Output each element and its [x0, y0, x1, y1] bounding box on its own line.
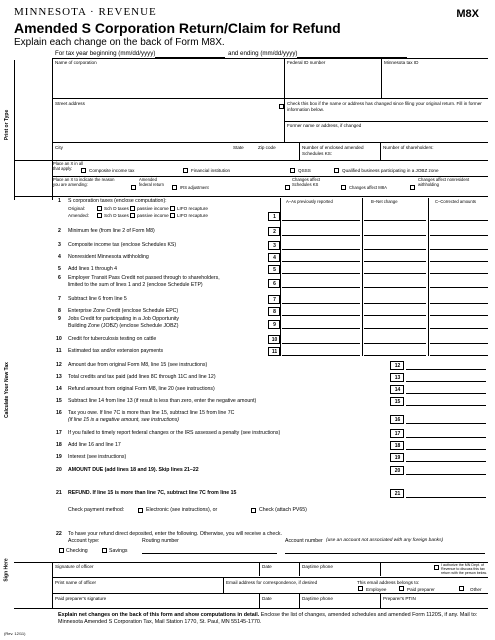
line-17-number: 17	[56, 430, 62, 436]
line-2-col-c-field[interactable]	[430, 235, 488, 236]
line-1-original-label: Original:	[68, 206, 86, 211]
line-16-box-number: 16	[394, 417, 401, 423]
line-19-label-box	[390, 453, 404, 462]
line-5-col-c-field[interactable]	[430, 273, 488, 274]
former-name-label: Former name or address, if changed	[287, 123, 362, 128]
line-11-text: Estimated tax and/or extension payments	[68, 348, 164, 354]
line-12-number: 12	[56, 362, 62, 368]
grid-line	[299, 142, 300, 160]
calculate-side-label: Calculate Your New Tax	[4, 362, 11, 418]
line-10-label-box	[268, 335, 280, 344]
line-4-box-number: 4	[273, 255, 276, 261]
line-13-label-box	[390, 373, 404, 382]
line-3-number: 3	[58, 242, 61, 248]
line-17-amount-field[interactable]	[406, 437, 486, 438]
original-schd-checkbox[interactable]	[97, 206, 102, 211]
address-changed-label: Check this box if the name or address has changed since filing your original return. Fill in former information below.	[287, 101, 482, 112]
original-passive-label: passive income	[137, 206, 169, 211]
line-18-text: Add line 16 and line 17	[68, 442, 121, 448]
line-22-number: 22	[56, 531, 62, 537]
line-11-label-box	[268, 347, 280, 356]
line-6-box-number: 6	[273, 281, 276, 287]
original-schd-label: Sch D taxes	[104, 206, 129, 211]
line-8-number: 8	[58, 308, 61, 314]
line-6-col-b-field[interactable]	[364, 287, 426, 288]
place-x-reason-label: Place an X to indicate the reason you are amending:	[53, 177, 115, 187]
line-8-box-number: 8	[273, 309, 276, 315]
routing-number-label: Routing number	[142, 538, 179, 544]
electronic-payment-checkbox[interactable]	[138, 508, 143, 513]
grid-line	[299, 562, 300, 576]
check-payment-label: Check (attach PV65)	[259, 507, 307, 513]
grid-line	[223, 577, 224, 593]
line-4-number: 4	[58, 254, 61, 260]
street-address-label: Street address	[55, 101, 85, 106]
grid-line	[52, 98, 488, 99]
line-6-label-box	[268, 279, 280, 288]
line-18-label-box	[390, 441, 404, 450]
grid-line	[52, 58, 488, 59]
line-6-col-a-field[interactable]	[282, 287, 360, 288]
preparer-phone-label: Daytime phone	[302, 596, 333, 601]
preparer-ptin-label: Preparer's PTIN	[383, 596, 416, 601]
line-4-col-c-field[interactable]	[430, 261, 488, 262]
original-passive-checkbox[interactable]	[130, 206, 135, 211]
grid-line	[284, 121, 488, 122]
line-20-label-box	[390, 466, 404, 475]
line-9-col-b-field[interactable]	[364, 328, 426, 329]
line-21-amount-field[interactable]	[406, 497, 486, 498]
line-14-label-box	[390, 385, 404, 394]
line-1-box-number: 1	[273, 214, 276, 220]
line-6-text: Employer Transit Pass Credit not passed through to shareholders,	[68, 275, 220, 281]
line-6-col-c-field[interactable]	[430, 287, 488, 288]
line-11-box-number: 11	[271, 349, 278, 355]
line-18-amount-field[interactable]	[406, 449, 486, 450]
line-7-col-c-field[interactable]	[430, 303, 488, 304]
shareholders-label: Number of shareholders:	[383, 145, 434, 150]
mn-tax-id-label: Minnesota tax ID	[384, 60, 419, 65]
email-belongs-label: This email address belongs to:	[357, 580, 420, 585]
tax-year-ending-label: and ending (mm/dd/yyyy)	[228, 50, 298, 57]
check-payment-checkbox[interactable]	[251, 508, 256, 513]
line-12-box-number: 12	[394, 363, 401, 369]
line-8-col-a-field[interactable]	[282, 315, 360, 316]
line-8-col-c-field[interactable]	[430, 315, 488, 316]
other-label: Other	[470, 587, 482, 592]
line-18-box-number: 18	[394, 443, 401, 449]
line-5-label-box	[268, 265, 280, 274]
email-label: Email address for correspondence, if desired	[226, 580, 318, 585]
line-13-text: Total credits and tax paid (add lines 8C through 11C and line 12)	[68, 374, 216, 380]
original-lifo-checkbox[interactable]	[170, 206, 175, 211]
state-label: State	[233, 145, 244, 150]
jobz-label: Qualified business participating in a JOBZ zone	[342, 168, 439, 173]
line-1-col-a-field[interactable]	[282, 220, 360, 221]
line-10-col-a-field[interactable]	[282, 343, 360, 344]
line-20-box-number: 20	[394, 468, 401, 474]
line-7-text: Subtract line 6 from line 5	[68, 296, 127, 302]
revision-date: (Rev. 12/11)	[4, 631, 26, 636]
grid-line	[52, 577, 488, 578]
grid-line	[52, 142, 488, 143]
grid-line	[380, 562, 381, 576]
financial-checkbox[interactable]	[183, 168, 188, 173]
line-21-box-number: 21	[394, 491, 401, 497]
enclosed-schedules-label: Number of enclosed amended Schedules KS:	[302, 145, 364, 156]
line-20-amount-field[interactable]	[406, 474, 486, 475]
fein-label: Federal ID number	[287, 60, 326, 65]
line-10-text: Credit for tuberculosis testing on cattle	[68, 336, 157, 342]
employee-label: Employee	[366, 587, 387, 592]
form-id: M8X	[456, 8, 479, 20]
qsss-label: QSSS	[298, 168, 311, 173]
column-divider	[428, 198, 429, 356]
line-6-number: 6	[58, 275, 61, 281]
line-15-amount-field[interactable]	[406, 405, 486, 406]
line-16-text-cont: (if line 15 is a negative amount, see instructions)	[68, 417, 180, 423]
original-lifo-label: LIFO recapture	[177, 206, 208, 211]
line-16-text: Tax you owe. If line 7C is more than line 15, subtract line 15 from line 7C	[68, 410, 235, 416]
irs-adjustment-checkbox[interactable]	[172, 185, 177, 190]
changes-ks-label: Changes affect Schedules KS	[292, 177, 321, 187]
savings-label: Savings	[109, 548, 128, 554]
payment-method-label: Check payment method:	[68, 507, 125, 513]
line-1-col-c-field[interactable]	[430, 220, 488, 221]
line-5-text: Add lines 1 through 4	[68, 266, 118, 272]
line-5-col-b-field[interactable]	[364, 273, 426, 274]
line-16-number: 16	[56, 410, 62, 416]
line-8-col-b-field[interactable]	[364, 315, 426, 316]
line-4-label-box	[268, 253, 280, 262]
line-14-box-number: 14	[394, 387, 401, 393]
amended-schd-checkbox[interactable]	[97, 213, 102, 218]
changes-m8a-checkbox[interactable]	[341, 185, 346, 190]
grid-line	[284, 58, 285, 98]
grid-line	[381, 58, 382, 98]
grid-line	[380, 142, 381, 160]
authorize-label: I authorize the MN Dept. of Revenue to discuss this tax return with the person below.	[441, 563, 487, 576]
line-9-box-number: 9	[273, 322, 276, 328]
preparer-date-label: Date	[262, 596, 272, 601]
column-divider	[362, 198, 363, 356]
line-11-col-b-field[interactable]	[364, 355, 426, 356]
line-13-number: 13	[56, 374, 62, 380]
line-12-amount-field[interactable]	[406, 369, 486, 370]
line-3-col-c-field[interactable]	[430, 249, 488, 250]
account-number-label: Account number	[285, 538, 323, 544]
authorize-checkbox[interactable]	[434, 565, 439, 570]
electronic-payment-label: Electronic (see instructions), or	[146, 507, 218, 513]
changes-nonres-label: Changes affect nonresident withholding	[418, 177, 470, 187]
line-12-text: Amount due from original Form M8, line 15 (see instructions)	[68, 362, 208, 368]
line-9-text-cont: Building Zone (JOBZ) (enclose Schedule JOBZ)	[68, 323, 179, 329]
line-14-amount-field[interactable]	[406, 393, 486, 394]
grid-line	[380, 593, 381, 608]
line-15-number: 15	[56, 398, 62, 404]
changes-m8a-label: Changes affect M8A	[349, 185, 387, 190]
savings-checkbox[interactable]	[102, 548, 107, 553]
grid-line	[299, 593, 300, 608]
line-9-number: 9	[58, 316, 61, 322]
line-17-box-number: 17	[394, 431, 401, 437]
left-border	[14, 60, 15, 200]
column-divider	[280, 198, 281, 356]
officer-phone-label: Daytime phone	[302, 564, 333, 569]
officer-date-label: Date	[262, 564, 272, 569]
minnesota-revenue-logo: MINNESOTA · REVENUE	[14, 6, 157, 18]
changes-nonres-checkbox[interactable]	[410, 185, 415, 190]
financial-label: Financial institution	[191, 168, 231, 173]
column-b-header: B–Net change	[371, 199, 398, 204]
amended-schd-label: Sch D taxes	[104, 213, 129, 218]
line-6-text-cont: limited to the sum of lines 1 and 2 (enclose Schedule ETP)	[68, 282, 203, 288]
line-1-col-b-field[interactable]	[364, 220, 426, 221]
account-number-field[interactable]	[285, 553, 485, 554]
line-9-label-box	[268, 320, 280, 329]
line-13-amount-field[interactable]	[406, 381, 486, 382]
print-officer-label: Print name of officer	[55, 580, 97, 585]
line-10-col-c-field[interactable]	[430, 343, 488, 344]
account-type-label: Account type:	[68, 538, 100, 544]
line-10-number: 10	[56, 336, 62, 342]
line-17-label-box	[390, 429, 404, 438]
checking-checkbox[interactable]	[59, 548, 64, 553]
line-3-box-number: 3	[273, 243, 276, 249]
line-3-text: Composite income tax (enclose Schedules KS)	[68, 242, 177, 248]
line-3-label-box	[268, 241, 280, 250]
line-4-col-a-field[interactable]	[282, 261, 360, 262]
qsss-checkbox[interactable]	[290, 168, 295, 173]
officer-signature-label: Signature of officer	[55, 564, 94, 569]
line-10-box-number: 10	[271, 337, 278, 343]
grid-line	[14, 196, 488, 197]
sign-here-side-label: Sign Here	[4, 558, 10, 582]
line-1-text: S corporation taxes (enclose computation):	[68, 198, 167, 204]
footer-text: Enclose the list of changes, amended schedules and amended Form 1120S, if any. Mail to: Minnesota Amended S Corporation Tax, Mail Station 1770, St. Paul, MN 55145-1770.	[58, 612, 478, 625]
line-8-label-box	[268, 307, 280, 316]
line-2-text: Minimum fee (from line 2 of Form M8)	[68, 228, 155, 234]
line-16-label-box	[390, 415, 404, 424]
line-2-box-number: 2	[273, 229, 276, 235]
line-11-number: 11	[56, 348, 62, 354]
line-21-text: REFUND. If line 15 is more than line 7C, subtract line 7C from line 15	[68, 490, 237, 496]
form-title: Amended S Corporation Return/Claim for Refund	[14, 20, 341, 36]
line-2-label-box	[268, 227, 280, 236]
line-2-col-a-field[interactable]	[282, 235, 360, 236]
corporation-name-label: Name of corporation	[55, 60, 97, 65]
preparer-signature-label: Paid preparer's signature	[55, 596, 107, 601]
footer-bold-text: Explain net changes on the back of this form and show computations in detail.	[58, 612, 260, 618]
line-1-amended-label: Amended:	[68, 213, 89, 218]
other-checkbox[interactable]	[459, 586, 464, 591]
column-a-header: A–As previously reported	[286, 199, 333, 204]
grid-line	[259, 593, 260, 608]
line-14-number: 14	[56, 386, 62, 392]
line-14-text: Refund amount from original Form M8, line 20 (see instructions)	[68, 386, 215, 392]
account-note: (use an account not associated with any foreign banks)	[326, 538, 444, 543]
changes-ks-checkbox[interactable]	[285, 185, 290, 190]
line-21-number: 21	[56, 490, 62, 496]
place-x-label: Place an X in all that apply:	[53, 161, 84, 171]
line-16-amount-field[interactable]	[406, 423, 486, 424]
line-20-number: 20	[56, 467, 62, 473]
line-4-col-b-field[interactable]	[364, 261, 426, 262]
line-11-col-a-field[interactable]	[282, 355, 360, 356]
line-15-label-box	[390, 397, 404, 406]
line-3-col-a-field[interactable]	[282, 249, 360, 250]
line-21-label-box	[390, 489, 404, 498]
form-subtitle: Explain each change on the back of Form M8X.	[14, 37, 225, 48]
line-19-number: 19	[56, 454, 62, 460]
amended-passive-label: passive income	[137, 213, 169, 218]
line-7-col-a-field[interactable]	[282, 303, 360, 304]
grid-line	[52, 562, 53, 608]
address-changed-checkbox[interactable]	[279, 104, 284, 109]
line-8-text: Enterprise Zone Credit (enclose Schedule EPC)	[68, 308, 179, 314]
amended-federal-checkbox[interactable]	[131, 185, 136, 190]
composite-label: Composite income tax	[89, 168, 135, 173]
line-15-box-number: 15	[394, 399, 401, 405]
line-4-text: Nonresident Minnesota withholding	[68, 254, 149, 260]
routing-number-field[interactable]	[142, 553, 277, 554]
line-2-col-b-field[interactable]	[364, 235, 426, 236]
line-5-number: 5	[58, 266, 61, 272]
grid-line	[259, 562, 260, 576]
paid-preparer-checkbox[interactable]	[399, 586, 404, 591]
line-13-box-number: 13	[394, 375, 401, 381]
column-c-header: C–Corrected amounts	[435, 199, 476, 204]
composite-checkbox[interactable]	[81, 168, 86, 173]
line-7-number: 7	[58, 296, 61, 302]
irs-adjustment-label: IRS adjustment	[180, 185, 209, 190]
line-2-number: 2	[58, 228, 61, 234]
employee-checkbox[interactable]	[358, 586, 363, 591]
line-12-label-box	[390, 361, 404, 370]
tax-year-beginning-label: For tax year beginning (mm/dd/yyyy)	[55, 50, 156, 57]
line-19-amount-field[interactable]	[406, 461, 486, 462]
line-1-label-box	[268, 212, 280, 221]
amended-federal-label: Amended federal return	[139, 177, 164, 187]
jobz-checkbox[interactable]	[334, 168, 339, 173]
grid-line	[14, 608, 488, 609]
line-19-box-number: 19	[394, 455, 401, 461]
line-17-text: If you failed to timely report federal changes or the IRS assessed a penalty (see instructions)	[68, 430, 281, 436]
grid-line	[14, 562, 488, 563]
line-5-col-a-field[interactable]	[282, 273, 360, 274]
zip-label: Zip code	[258, 145, 276, 150]
line-1-number: 1	[58, 198, 61, 204]
grid-line	[52, 593, 488, 594]
line-15-text: Subtract line 14 from line 13 (if result is less than zero, enter the negative amount)	[68, 398, 257, 404]
line-7-box-number: 7	[273, 297, 276, 303]
line-10-col-b-field[interactable]	[364, 343, 426, 344]
print-or-type-side-label: Print or Type	[4, 109, 10, 141]
line-3-col-b-field[interactable]	[364, 249, 426, 250]
amended-passive-checkbox[interactable]	[130, 213, 135, 218]
line-9-col-c-field[interactable]	[430, 328, 488, 329]
footer-instructions	[58, 612, 488, 626]
line-19-text: Interest (see instructions)	[68, 454, 127, 460]
line-7-label-box	[268, 295, 280, 304]
line-11-col-c-field[interactable]	[430, 355, 488, 356]
line-20-text: AMOUNT DUE (add lines 18 and 19). Skip lines 21–22	[68, 467, 199, 473]
grid-line	[14, 160, 488, 161]
line-7-col-b-field[interactable]	[364, 303, 426, 304]
line-22-text: To have your refund direct deposited, enter the following. Otherwise, you will receive a check.	[68, 531, 282, 537]
amended-lifo-label: LIFO recapture	[177, 213, 208, 218]
line-18-number: 18	[56, 442, 62, 448]
checking-label: Checking	[66, 548, 88, 554]
amended-lifo-checkbox[interactable]	[170, 213, 175, 218]
paid-preparer-label: Paid preparer	[407, 587, 435, 592]
line-9-text: Jobs Credit for participating in a Job Opportunity	[68, 316, 180, 322]
city-label: City	[55, 145, 63, 150]
line-5-box-number: 5	[273, 267, 276, 273]
line-9-col-a-field[interactable]	[282, 328, 360, 329]
